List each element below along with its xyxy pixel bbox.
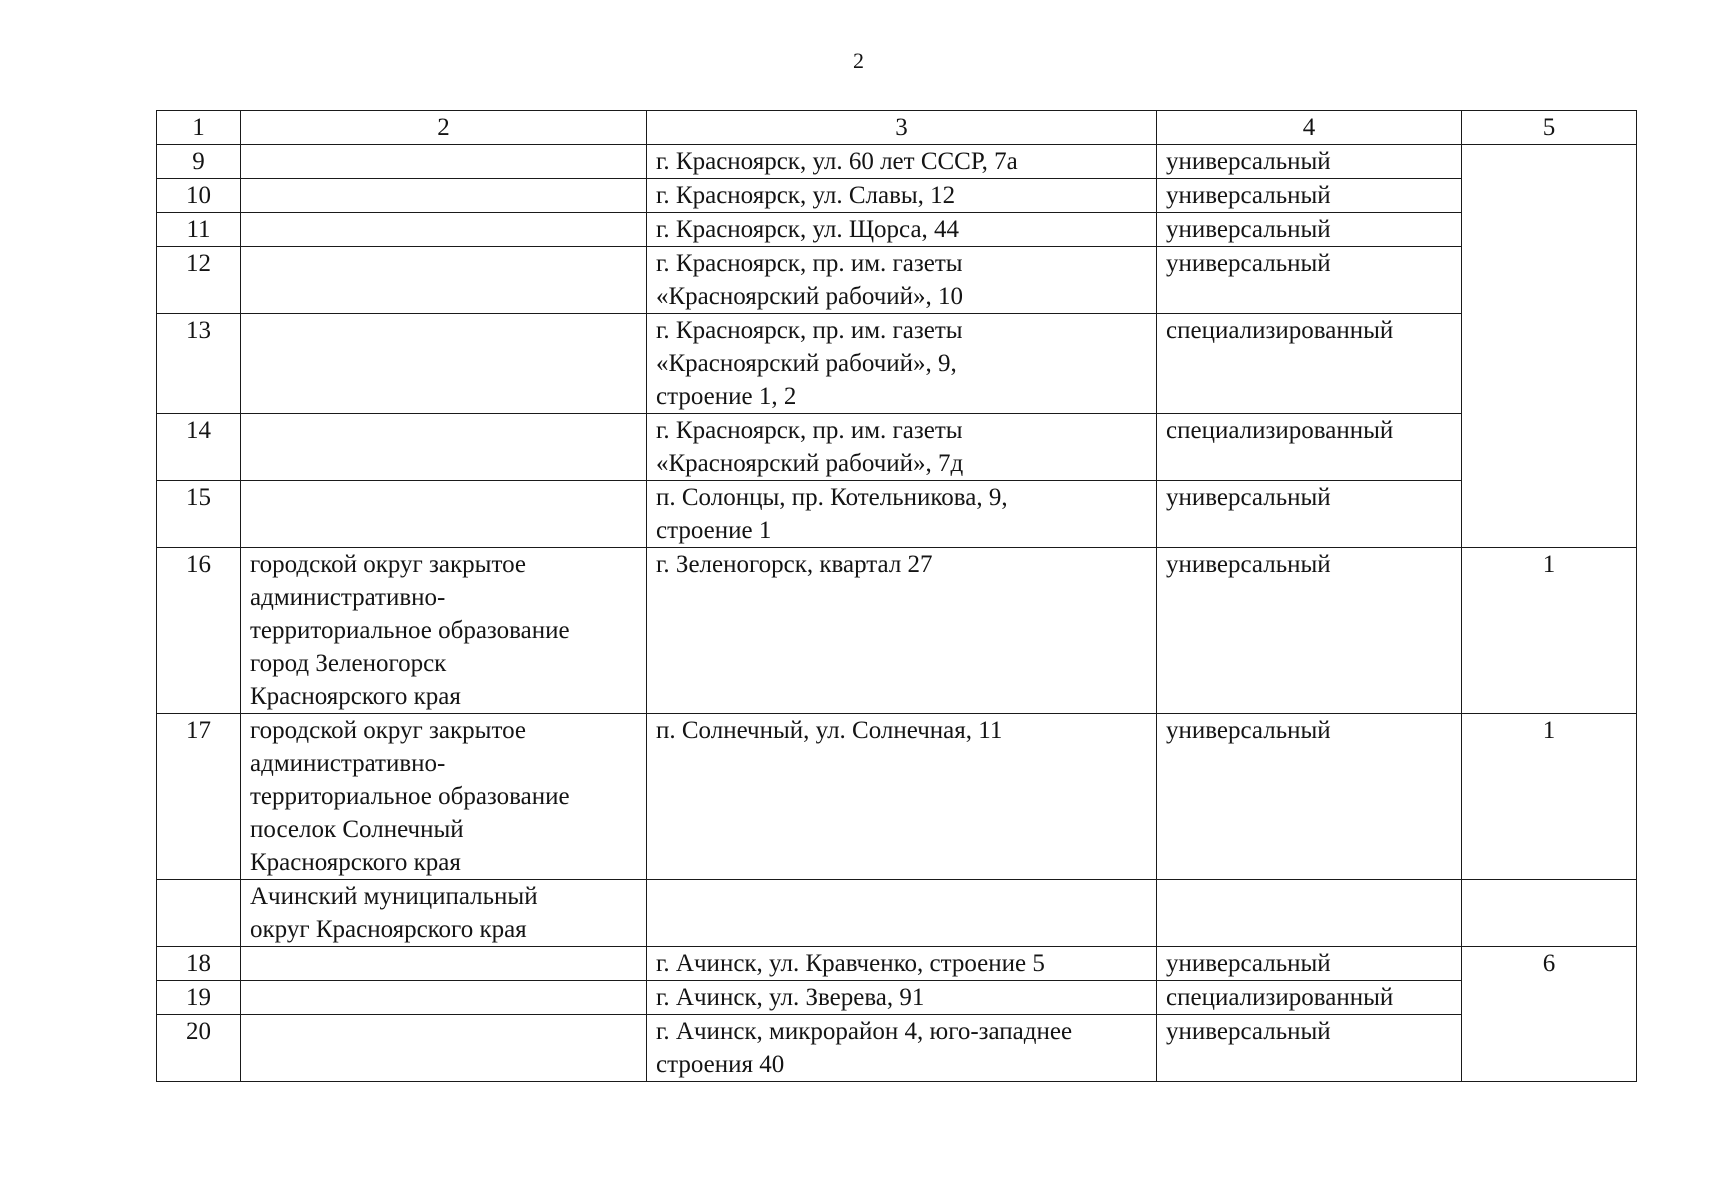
address-cell [647, 880, 1157, 947]
row-number: 19 [157, 981, 241, 1015]
header-col-5: 5 [1462, 111, 1637, 145]
address-cell: г. Зеленогорск, квартал 27 [647, 548, 1157, 714]
row-number: 16 [157, 548, 241, 714]
table-row [157, 145, 1637, 179]
market-type-cell: универсальный [1157, 145, 1462, 179]
address-cell: п. Солонцы, пр. Котельникова, 9, строение 1 [647, 481, 1157, 548]
table-row [157, 880, 1637, 947]
table-row [157, 314, 1637, 414]
address-cell: г. Красноярск, ул. 60 лет СССР, 7а [647, 145, 1157, 179]
count-cell: 1 [1462, 714, 1637, 880]
row-number: 17 [157, 714, 241, 880]
row-number: 10 [157, 179, 241, 213]
market-type-cell: специализированный [1157, 414, 1462, 481]
municipality-cell: городской округ закрытое административно- территориальное образование город Зеленогорск Красноярского края [241, 548, 647, 714]
address-cell: п. Солнечный, ул. Солнечная, 11 [647, 714, 1157, 880]
market-type-cell [1157, 880, 1462, 947]
municipality-cell [241, 414, 647, 481]
row-number [157, 880, 241, 947]
row-number: 15 [157, 481, 241, 548]
header-col-3: 3 [647, 111, 1157, 145]
municipality-cell [241, 247, 647, 314]
municipality-cell [241, 947, 647, 981]
market-type-cell: универсальный [1157, 947, 1462, 981]
table-header [157, 111, 1637, 145]
page-number: 2 [853, 48, 864, 73]
market-type-cell: универсальный [1157, 1015, 1462, 1082]
municipality-cell [241, 1015, 647, 1082]
market-type-cell: универсальный [1157, 179, 1462, 213]
table-row [157, 714, 1637, 880]
header-col-2: 2 [241, 111, 647, 145]
table-row [157, 481, 1637, 548]
table-row [157, 247, 1637, 314]
table-row [157, 179, 1637, 213]
row-number: 11 [157, 213, 241, 247]
market-type-cell: универсальный [1157, 247, 1462, 314]
table-row [157, 414, 1637, 481]
market-type-cell: универсальный [1157, 714, 1462, 880]
municipality-cell [241, 481, 647, 548]
address-cell: г. Красноярск, ул. Славы, 12 [647, 179, 1157, 213]
count-cell-empty [1462, 145, 1637, 548]
row-number: 14 [157, 414, 241, 481]
address-cell: г. Ачинск, ул. Кравченко, строение 5 [647, 947, 1157, 981]
address-cell: г. Красноярск, пр. им. газеты «Красноярский рабочий», 7д [647, 414, 1157, 481]
market-type-cell: универсальный [1157, 213, 1462, 247]
count-cell: 6 [1462, 947, 1637, 1082]
market-type-cell: специализированный [1157, 981, 1462, 1015]
row-number: 13 [157, 314, 241, 414]
header-col-1: 1 [157, 111, 241, 145]
table-row [157, 981, 1637, 1015]
registry-table [156, 110, 1637, 1082]
address-cell: г. Красноярск, ул. Щорса, 44 [647, 213, 1157, 247]
address-cell: г. Красноярск, пр. им. газеты «Красноярский рабочий», 10 [647, 247, 1157, 314]
municipality-cell [241, 314, 647, 414]
address-cell: г. Ачинск, микрорайон 4, юго-западнее строения 40 [647, 1015, 1157, 1082]
municipality-cell: Ачинский муниципальный округ Красноярского края [241, 880, 647, 947]
count-cell [1462, 880, 1637, 947]
address-cell: г. Красноярск, пр. им. газеты «Красноярский рабочий», 9, строение 1, 2 [647, 314, 1157, 414]
municipality-cell [241, 145, 647, 179]
table-row [157, 1015, 1637, 1082]
address-cell: г. Ачинск, ул. Зверева, 91 [647, 981, 1157, 1015]
market-type-cell: специализированный [1157, 314, 1462, 414]
municipality-cell [241, 213, 647, 247]
municipality-cell [241, 179, 647, 213]
header-col-4: 4 [1157, 111, 1462, 145]
municipality-cell: городской округ закрытое административно- территориальное образование поселок Солнечный Красноярского края [241, 714, 647, 880]
row-number: 18 [157, 947, 241, 981]
table-body [157, 145, 1637, 1082]
table-row [157, 548, 1637, 714]
row-number: 9 [157, 145, 241, 179]
table-row [157, 947, 1637, 981]
market-type-cell: универсальный [1157, 548, 1462, 714]
municipality-cell [241, 981, 647, 1015]
table-row [157, 213, 1637, 247]
market-type-cell: универсальный [1157, 481, 1462, 548]
header-row [157, 111, 1637, 145]
row-number: 20 [157, 1015, 241, 1082]
row-number: 12 [157, 247, 241, 314]
count-cell: 1 [1462, 548, 1637, 714]
